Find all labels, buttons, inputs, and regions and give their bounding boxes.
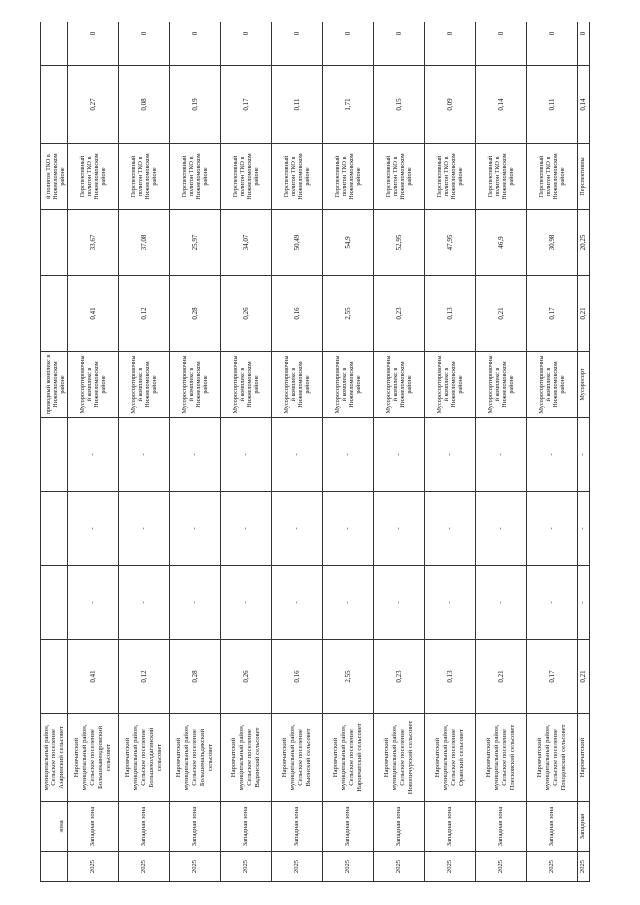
cell-dash-a: -: [170, 566, 221, 640]
cell-dash-a: -: [119, 566, 170, 640]
cell-zone: Западная зона: [425, 802, 476, 852]
cell-value-c: 54,9: [323, 210, 374, 276]
cell-value-d: 1,71: [323, 66, 374, 144]
landscape-table-container: [40, 22, 590, 882]
cell-dash-c: -: [374, 418, 425, 492]
cell-value-e: 0: [527, 22, 578, 66]
cell-dash-c: -: [425, 418, 476, 492]
cell-zone: Западная зона: [527, 802, 578, 852]
cell-dash-c: -: [68, 418, 119, 492]
table-body: [41, 22, 590, 882]
cell-volume-b: 0,28: [170, 276, 221, 352]
cell-volume-b: 0,21: [578, 276, 590, 352]
cell-value-d: 0,15: [374, 66, 425, 144]
cell-value-e: 0: [119, 22, 170, 66]
cell-municipality: Наровчатский муниципальный район, Сельское поселение Плесковский сельсовет: [476, 714, 527, 802]
table-row: [374, 22, 425, 882]
cell-dash-b: -: [527, 492, 578, 566]
cell-facility-a: Мусоросортировочный комплекс в Нижнеломовском районе: [374, 352, 425, 418]
cell-value-d: 0,14: [578, 66, 590, 144]
table-row: [272, 22, 323, 882]
cell-value-e: 0: [68, 22, 119, 66]
cell-dash-c: -: [578, 418, 590, 492]
table-row: [425, 22, 476, 882]
cell-dash-b: -: [272, 492, 323, 566]
table-row-partial-bottom: [578, 22, 590, 882]
cell-value-c: 47,95: [425, 210, 476, 276]
cell-value-e: 0: [374, 22, 425, 66]
cell-municipality: Наровчатский муниципальный район, Сельское поселение Походовский сельсовет: [527, 714, 578, 802]
cell-zone: Западная зона: [170, 802, 221, 852]
cell-value-d: 0,09: [425, 66, 476, 144]
cell-facility-a: Мусоросортировочный комплекс в Нижнеломовском районе: [221, 352, 272, 418]
cell-volume-a: [41, 640, 68, 714]
cell-year: 2025: [221, 852, 272, 882]
cell-municipality: муниципальный район, Сельское поселение Азаринский сельсовет: [41, 714, 68, 802]
cell-value-c: 50,49: [272, 210, 323, 276]
cell-facility-b: Перспективный полигон ТКО в Нижнеломовском районе: [323, 144, 374, 210]
cell-dash-c: -: [170, 418, 221, 492]
cell-year: 2025: [323, 852, 374, 882]
cell-volume-a: 0,12: [119, 640, 170, 714]
cell-volume-b: 0,26: [221, 276, 272, 352]
cell-municipality: Наровчатский муниципальный район, Сельское поселение Новопичурский сельсовет: [374, 714, 425, 802]
cell-year: 2025: [425, 852, 476, 882]
rotated-page: [40, 22, 590, 882]
cell-year: 2025: [119, 852, 170, 882]
cell-value-d: 0,11: [272, 66, 323, 144]
cell-value-e: 0: [221, 22, 272, 66]
cell-value-d: 0,27: [68, 66, 119, 144]
cell-zone: Западная зона: [323, 802, 374, 852]
cell-year: 2025: [68, 852, 119, 882]
cell-value-e: 0: [323, 22, 374, 66]
table-row: [68, 22, 119, 882]
cell-municipality: Наровчатский муниципальный район, Сельское поселение Вадинский сельсовет: [221, 714, 272, 802]
cell-volume-a: 0,21: [578, 640, 590, 714]
cell-dash-a: -: [323, 566, 374, 640]
cell-dash-b: -: [323, 492, 374, 566]
cell-value-c: 52,95: [374, 210, 425, 276]
cell-municipality: Наровчатский муниципальный район, Сельское поселение Оранский сельсовет: [425, 714, 476, 802]
cell-facility-a: Мусоросортировочный комплекс в Нижнеломовском районе: [68, 352, 119, 418]
cell-facility-a: Мусоросортировочный комплекс в Нижнеломовском районе: [323, 352, 374, 418]
cell-value-d: 0,17: [221, 66, 272, 144]
cell-value-c: [41, 210, 68, 276]
table-row: [170, 22, 221, 882]
cell-dash-b: [41, 492, 68, 566]
cell-value-c: 34,07: [221, 210, 272, 276]
cell-municipality: Наровчатский: [578, 714, 590, 802]
cell-dash-b: -: [374, 492, 425, 566]
cell-dash-b: -: [578, 492, 590, 566]
cell-facility-a: Мусоросортировочный комплекс в Нижнеломовском районе: [119, 352, 170, 418]
cell-dash-a: -: [272, 566, 323, 640]
cell-value-c: 37,08: [119, 210, 170, 276]
cell-facility-b: Перспективный полигон ТКО в Нижнеломовском районе: [476, 144, 527, 210]
cell-dash-a: -: [374, 566, 425, 640]
cell-volume-b: 0,23: [374, 276, 425, 352]
cell-zone: зона: [41, 802, 68, 852]
table-row: [119, 22, 170, 882]
cell-dash-b: -: [425, 492, 476, 566]
cell-dash-c: -: [476, 418, 527, 492]
cell-volume-b: 0,13: [425, 276, 476, 352]
cell-volume-b: 2,55: [323, 276, 374, 352]
cell-volume-a: 2,55: [323, 640, 374, 714]
cell-zone: Западная: [578, 802, 590, 852]
cell-value-d: 0,19: [170, 66, 221, 144]
table-row: [221, 22, 272, 882]
cell-value-c: 20,25: [578, 210, 590, 276]
cell-dash-a: -: [476, 566, 527, 640]
cell-value-d: [41, 66, 68, 144]
cell-dash-b: -: [170, 492, 221, 566]
waste-flow-table: [40, 22, 590, 882]
cell-facility-a: Мусоросортировочный комплекс в Нижнеломовском районе: [272, 352, 323, 418]
cell-volume-b: [41, 276, 68, 352]
cell-facility-a: Мусоросортировочный комплекс в Нижнеломовском районе: [425, 352, 476, 418]
cell-year: 2025: [374, 852, 425, 882]
cell-dash-c: -: [527, 418, 578, 492]
cell-value-e: 0: [272, 22, 323, 66]
cell-value-e: 0: [425, 22, 476, 66]
cell-municipality: Наровчатский муниципальный район, Сельское поселение Большеколдагинский сельсовет: [119, 714, 170, 802]
cell-value-c: 33,67: [68, 210, 119, 276]
cell-facility-a: Мусоросортировочный комплекс в Нижнеломовском районе: [476, 352, 527, 418]
cell-zone: Западная зона: [221, 802, 272, 852]
cell-facility-b: Перспективны: [578, 144, 590, 210]
cell-facility-b: й полигон ТКО в Нижнеломовском районе: [41, 144, 68, 210]
cell-volume-b: 0,12: [119, 276, 170, 352]
cell-municipality: Наровчатский муниципальный район, Сельское поселение Вьюнский сельсовет: [272, 714, 323, 802]
cell-value-e: 0: [578, 22, 590, 66]
cell-municipality: Наровчатский муниципальный район, Сельское поселение Большемальдякский сельсовет: [170, 714, 221, 802]
cell-year: 2025: [170, 852, 221, 882]
cell-volume-a: 0,17: [527, 640, 578, 714]
cell-dash-a: -: [425, 566, 476, 640]
table-row: [323, 22, 374, 882]
cell-volume-a: 0,21: [476, 640, 527, 714]
cell-facility-b: Перспективный полигон ТКО в Нижнеломовском районе: [68, 144, 119, 210]
cell-dash-c: -: [272, 418, 323, 492]
cell-dash-a: -: [578, 566, 590, 640]
cell-value-c: 46,9: [476, 210, 527, 276]
cell-volume-b: 0,16: [272, 276, 323, 352]
table-row: [476, 22, 527, 882]
cell-facility-b: Перспективный полигон ТКО в Нижнеломовском районе: [221, 144, 272, 210]
cell-volume-b: 0,17: [527, 276, 578, 352]
cell-dash-b: -: [221, 492, 272, 566]
cell-year: [41, 852, 68, 882]
cell-facility-a: Мусоросортировочный комплекс в Нижнеломовском районе: [527, 352, 578, 418]
cell-municipality: Наровчатский муниципальный район, Сельское поселение Большекавендровский сельсовет: [68, 714, 119, 802]
cell-year: 2025: [272, 852, 323, 882]
cell-facility-a: проводный комплекс в Нижнеломовском районе: [41, 352, 68, 418]
table-row-partial-top: [41, 22, 68, 882]
cell-volume-a: 0,26: [221, 640, 272, 714]
cell-dash-b: -: [119, 492, 170, 566]
cell-year: 2025: [578, 852, 590, 882]
cell-zone: Западная зона: [374, 802, 425, 852]
cell-facility-b: Перспективный полигон ТКО в Нижнеломовском районе: [374, 144, 425, 210]
cell-volume-b: 0,41: [68, 276, 119, 352]
table-row: [527, 22, 578, 882]
cell-zone: Западная зона: [68, 802, 119, 852]
cell-zone: Западная зона: [476, 802, 527, 852]
cell-dash-a: -: [68, 566, 119, 640]
cell-value-e: 0: [170, 22, 221, 66]
cell-volume-a: 0,16: [272, 640, 323, 714]
cell-facility-b: Перспективный полигон ТКО в Нижнеломовском районе: [527, 144, 578, 210]
cell-zone: Западная зона: [272, 802, 323, 852]
cell-dash-c: -: [119, 418, 170, 492]
cell-facility-a: Мусоросорт: [578, 352, 590, 418]
cell-facility-b: Перспективный полигон ТКО в Нижнеломовском районе: [272, 144, 323, 210]
cell-value-c: 30,98: [527, 210, 578, 276]
cell-dash-b: -: [476, 492, 527, 566]
cell-dash-a: [41, 566, 68, 640]
cell-facility-b: Перспективный полигон ТКО в Нижнеломовском районе: [425, 144, 476, 210]
cell-municipality: Наровчатский муниципальный район, Сельское поселение Наровчатский сельсовет: [323, 714, 374, 802]
cell-facility-b: Перспективный полигон ТКО в Нижнеломовском районе: [170, 144, 221, 210]
cell-year: 2025: [476, 852, 527, 882]
cell-value-d: 0,14: [476, 66, 527, 144]
cell-facility-b: Перспективный полигон ТКО в Нижнеломовском районе: [119, 144, 170, 210]
cell-dash-b: -: [68, 492, 119, 566]
cell-facility-a: Мусоросортировочный комплекс в Нижнеломовском районе: [170, 352, 221, 418]
cell-volume-b: 0,21: [476, 276, 527, 352]
cell-volume-a: 0,28: [170, 640, 221, 714]
cell-value-c: 25,97: [170, 210, 221, 276]
cell-dash-c: -: [323, 418, 374, 492]
cell-dash-a: -: [221, 566, 272, 640]
cell-year: 2025: [527, 852, 578, 882]
cell-value-e: 0: [476, 22, 527, 66]
cell-value-d: 0,11: [527, 66, 578, 144]
cell-value-e: [41, 22, 68, 66]
cell-dash-c: [41, 418, 68, 492]
cell-value-d: 0,08: [119, 66, 170, 144]
cell-dash-c: -: [221, 418, 272, 492]
cell-zone: Западная зона: [119, 802, 170, 852]
cell-volume-a: 0,23: [374, 640, 425, 714]
cell-dash-a: -: [527, 566, 578, 640]
cell-volume-a: 0,41: [68, 640, 119, 714]
cell-volume-a: 0,13: [425, 640, 476, 714]
